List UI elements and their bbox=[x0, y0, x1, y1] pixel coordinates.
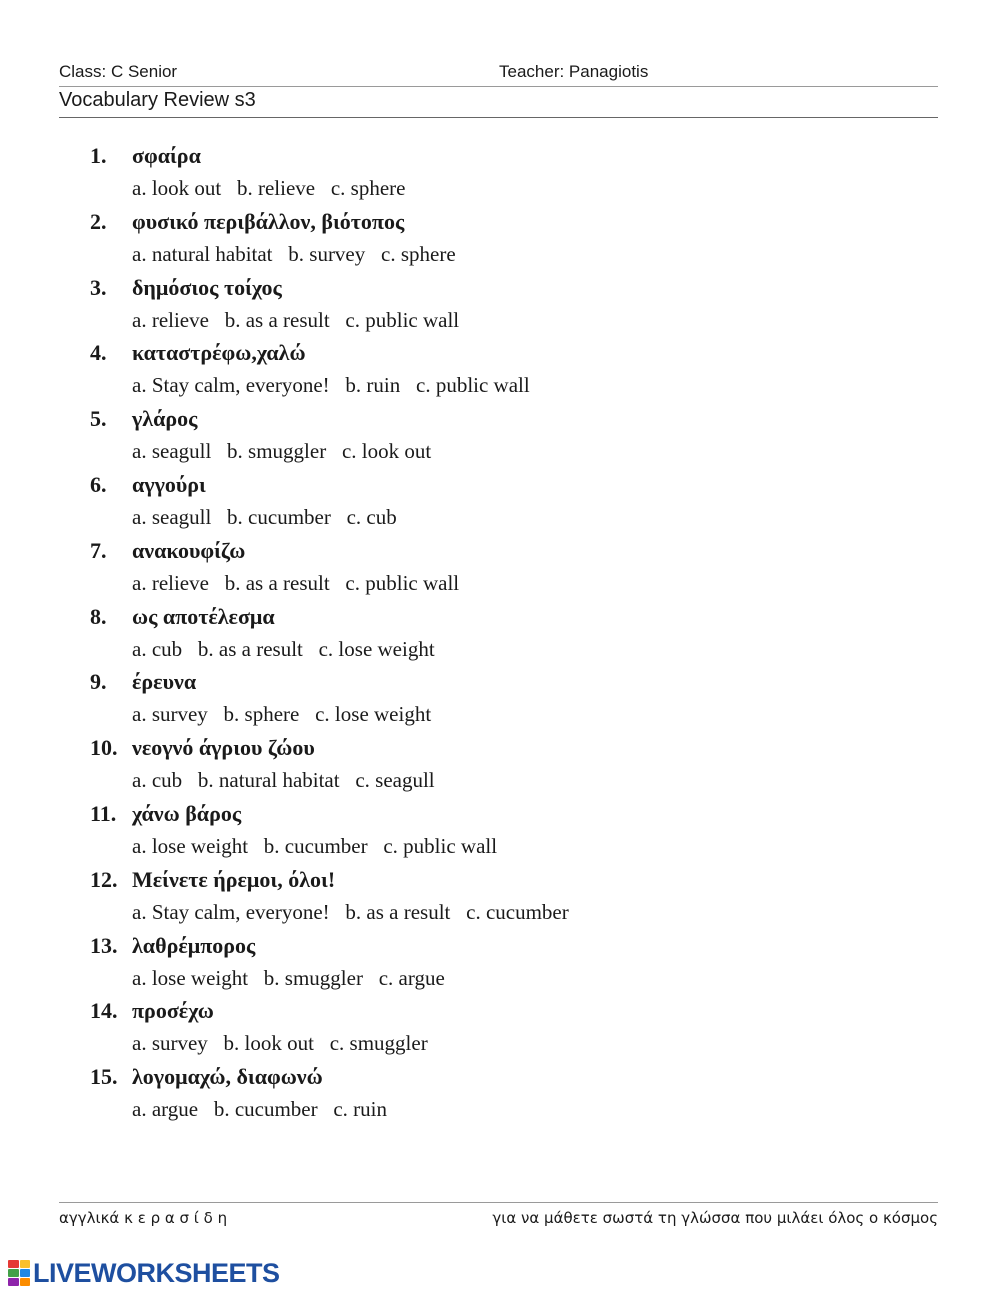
logo-tile bbox=[20, 1260, 31, 1268]
question-item bbox=[0, 1064, 1000, 1130]
question-number: 9. bbox=[90, 669, 107, 695]
question-number: 14. bbox=[90, 998, 118, 1024]
question-number: 11. bbox=[90, 800, 117, 826]
question-number: 3. bbox=[90, 274, 107, 300]
question-item bbox=[0, 669, 1000, 735]
question-number: 2. bbox=[90, 208, 107, 234]
brand-name: LIVEWORKSHEETS bbox=[33, 1257, 280, 1288]
question-term: έρευνα bbox=[132, 669, 197, 695]
question-term: φυσικό περιβάλλον, βιότοπος bbox=[132, 208, 405, 234]
question-item bbox=[0, 933, 1000, 999]
logo-tile bbox=[8, 1278, 19, 1286]
question-number: 10. bbox=[90, 735, 118, 761]
answer-options[interactable]: a. Stay calm, everyone! b. as a result c. cucumber bbox=[132, 899, 569, 924]
answer-options[interactable]: a. cub b. natural habitat c. seagull bbox=[132, 768, 435, 793]
teacher-label: Teacher: Panagiotis bbox=[499, 62, 649, 81]
answer-options[interactable]: a. relieve b. as a result c. public wall bbox=[132, 570, 460, 595]
question-term: λαθρέμπορος bbox=[132, 932, 256, 958]
question-item bbox=[0, 406, 1000, 472]
worksheet-header bbox=[59, 62, 938, 84]
question-term: ανακουφίζω bbox=[132, 537, 246, 563]
answer-options[interactable]: a. cub b. as a result c. lose weight bbox=[132, 636, 435, 661]
question-term: χάνω βάρος bbox=[132, 800, 242, 826]
question-term: ως αποτέλεσμα bbox=[132, 603, 275, 629]
answer-options[interactable]: a. argue b. cucumber c. ruin bbox=[132, 1097, 388, 1122]
answer-options[interactable]: a. lose weight b. cucumber c. public wall bbox=[132, 833, 498, 858]
logo-tile bbox=[20, 1278, 31, 1286]
question-item bbox=[0, 867, 1000, 933]
question-term: αγγούρι bbox=[132, 471, 206, 497]
question-item bbox=[0, 472, 1000, 538]
question-term: δημόσιος τοίχος bbox=[132, 274, 282, 300]
header-divider bbox=[59, 86, 938, 87]
question-term: προσέχω bbox=[132, 998, 214, 1024]
footer-divider bbox=[59, 1202, 938, 1203]
question-number: 5. bbox=[90, 406, 107, 432]
answer-options[interactable]: a. natural habitat b. survey c. sphere bbox=[132, 241, 456, 266]
logo-tile bbox=[20, 1269, 31, 1277]
question-item bbox=[0, 340, 1000, 406]
question-term: νεογνό άγριου ζώου bbox=[132, 735, 315, 761]
liveworksheets-logo-icon bbox=[8, 1260, 30, 1286]
answer-options[interactable]: a. look out b. relieve c. sphere bbox=[132, 176, 406, 200]
question-number: 8. bbox=[90, 603, 107, 629]
question-number: 4. bbox=[90, 340, 107, 366]
question-item bbox=[0, 801, 1000, 867]
logo-tile bbox=[8, 1269, 19, 1277]
question-item bbox=[0, 998, 1000, 1064]
question-term: καταστρέφω,χαλώ bbox=[132, 340, 306, 366]
footer-right-text: για να μάθετε σωστά τη γλώσσα που μιλάει όλος ο κόσμος bbox=[492, 1209, 938, 1227]
question-term: Μείνετε ήρεμοι, όλοι! bbox=[132, 866, 336, 892]
worksheet-title: Vocabulary Review s3 bbox=[59, 89, 256, 111]
question-number: 13. bbox=[90, 932, 118, 958]
title-divider bbox=[59, 117, 938, 118]
class-label: Class: C Senior bbox=[59, 62, 178, 81]
question-term: γλάρος bbox=[132, 406, 198, 432]
question-number: 1. bbox=[90, 143, 107, 168]
answer-options[interactable]: a. relieve b. as a result c. public wall bbox=[132, 307, 460, 332]
answer-options[interactable]: a. lose weight b. smuggler c. argue bbox=[132, 965, 445, 990]
answer-options[interactable]: a. seagull b. cucumber c. cub bbox=[132, 504, 397, 529]
question-item bbox=[0, 209, 1000, 275]
question-item bbox=[0, 735, 1000, 801]
footer-left-text: αγγλικά κ ε ρ α σ ί δ η bbox=[59, 1209, 228, 1227]
answer-options[interactable]: a. survey b. sphere c. lose weight bbox=[132, 702, 432, 727]
liveworksheets-brand[interactable] bbox=[8, 1258, 280, 1288]
answer-options[interactable]: a. survey b. look out c. smuggler bbox=[132, 1031, 428, 1056]
question-number: 15. bbox=[90, 1064, 118, 1090]
answer-options[interactable]: a. Stay calm, everyone! b. ruin c. public wall bbox=[132, 373, 530, 398]
question-item bbox=[0, 538, 1000, 604]
question-list bbox=[0, 143, 1000, 1130]
question-number: 12. bbox=[90, 866, 118, 892]
answer-options[interactable]: a. seagull b. smuggler c. look out bbox=[132, 439, 432, 464]
logo-tile bbox=[8, 1260, 19, 1268]
question-term: σφαίρα bbox=[132, 143, 201, 168]
question-number: 6. bbox=[90, 471, 107, 497]
question-item bbox=[0, 143, 1000, 209]
question-number: 7. bbox=[90, 537, 107, 563]
question-term: λογομαχώ, διαφωνώ bbox=[132, 1064, 323, 1090]
question-item bbox=[0, 604, 1000, 670]
question-item bbox=[0, 275, 1000, 341]
